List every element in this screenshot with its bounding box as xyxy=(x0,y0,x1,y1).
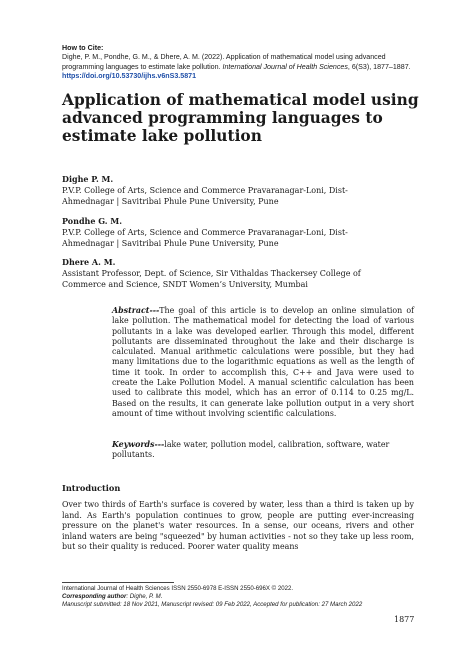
author-affiliation: P.V.P. College of Arts, Science and Commerce Pravaranagar-Loni, Dist- xyxy=(62,186,348,195)
author-name: Pondhe G. M. xyxy=(62,216,122,226)
citation-block xyxy=(62,44,422,82)
keywords xyxy=(112,440,414,461)
manuscript-dates: Manuscript submitted: 18 Nov 2021, Manuscript revised: 09 Feb 2022, Accepted for publication: 27 March 2022 xyxy=(62,600,363,608)
citation-journal: International Journal of Health Sciences xyxy=(222,62,348,71)
doi-link[interactable]: https://doi.org/10.53730/ijhs.v6nS3.5871 xyxy=(62,72,197,81)
introduction-heading: Introduction xyxy=(62,483,121,493)
abstract-label: Abstract--- xyxy=(112,306,160,315)
abstract-text: The goal of this article is to develop an online simulation of lake pollution. The mathematical model for detecting the load of various pollutants in a lake was developed earlier. Through this model, different pollutants are disseminated throughout the lake and their discharge is calculated. Manual arithmetic calculations were possible, but they had many limitations due to the logarithmic equations as well as the length of time it took. In order to accomplish this, C++ and Java were used to create the Lake Pollution Model. A manual scientific calculation has been used to calibrate this model, which has an error of 0.114 to 0.25 mg/L. Based on the results, it can generate lake pollution output in a very short amount of time without involving scientific calculations. xyxy=(112,306,414,418)
citation-volume: , 6(S3), 1877–1887. xyxy=(347,62,411,71)
author-name: Dighe P. M. xyxy=(62,174,114,184)
citation-label: How to Cite: xyxy=(62,44,104,52)
keywords-label: Keywords--- xyxy=(112,440,165,449)
author-affiliation: P.V.P. College of Arts, Science and Commerce Pravaranagar-Loni, Dist- xyxy=(62,228,348,237)
author-affiliation: Commerce and Science, SNDT Women’s University, Mumbai xyxy=(62,280,308,289)
page-number: 1877 xyxy=(394,615,415,624)
footer-notes xyxy=(62,585,422,609)
abstract xyxy=(112,306,414,419)
author-name: Dhere A. M. xyxy=(62,257,116,267)
introduction-text: Over two thirds of Earth's surface is covered by water, less than a third is taken up by land. As Earth's population continues to grow, people are putting ever-increasing pressure on the planet's water resources. In a sense, our oceans, rivers and other inland waters are being "squeezed" by human activities - not so they take up less room, but so their quality is reduced. Poorer water quality means xyxy=(62,500,414,552)
journal-info: International Journal of Health Sciences ISSN 2550-6978 E-ISSN 2550-696X © 2022. xyxy=(62,585,294,592)
author-block xyxy=(62,257,422,290)
citation-text: Dighe, P. M., Pondhe, G. M., & Dhere, A. M. (2022). Application of mathematical model using advanced programming languages to estimate lake pollution. xyxy=(62,53,386,71)
footnote-divider xyxy=(62,582,174,583)
corresponding-author xyxy=(62,593,422,601)
author-affiliation: Ahmednagar | Savitribai Phule Pune University, Pune xyxy=(62,197,279,206)
author-affiliation: Ahmednagar | Savitribai Phule Pune University, Pune xyxy=(62,239,279,248)
keywords-text: lake water, pollution model, calibration, software, water pollutants. xyxy=(112,440,390,460)
author-affiliation: Assistant Professor, Dept. of Science, Sir Vithaldas Thackersey College of xyxy=(62,269,361,278)
corresponding-value: : Dighe, P. M. xyxy=(126,592,163,600)
author-block xyxy=(62,216,422,249)
paper-title: Application of mathematical model using advanced programming languages to estimate lake pollution xyxy=(62,91,419,145)
corresponding-label: Corresponding author xyxy=(62,592,127,600)
author-block xyxy=(62,174,422,207)
